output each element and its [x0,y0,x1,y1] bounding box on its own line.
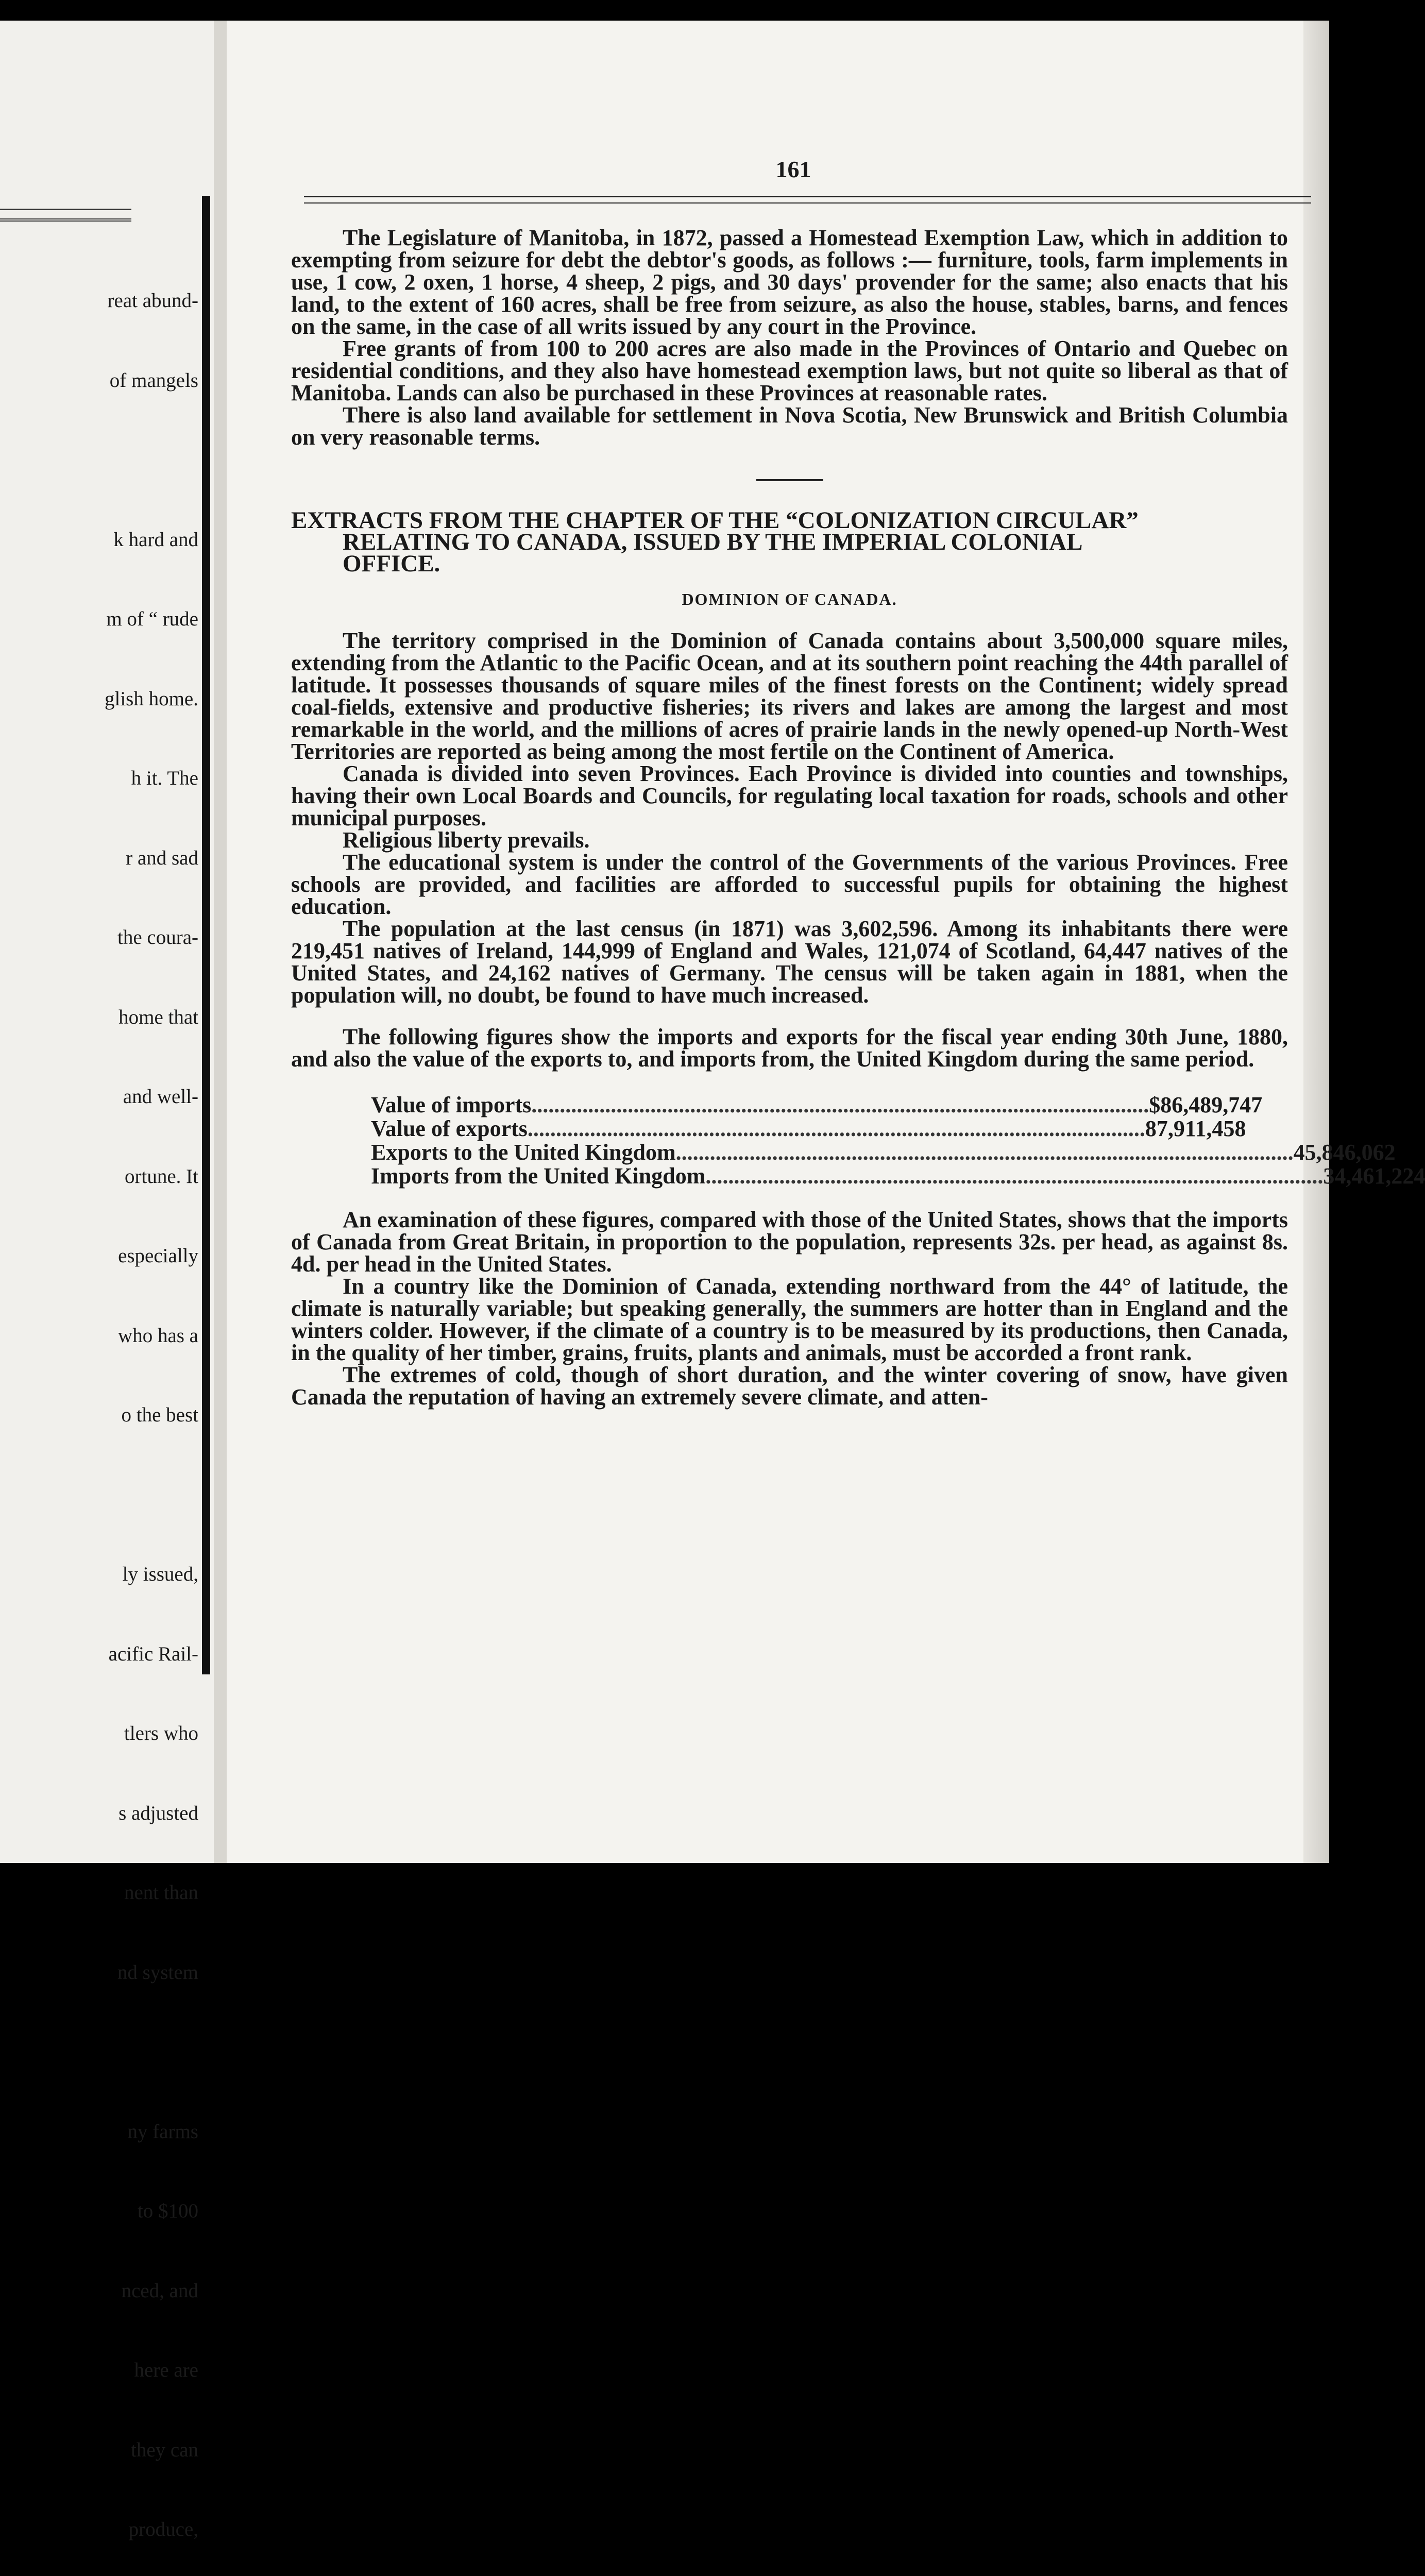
left-line: to $100 [137,2200,198,2222]
row-amount: 34,461,224 [1323,1163,1425,1189]
row-label: Imports from the United Kingdom [371,1163,706,1189]
left-line [0,447,198,473]
left-line: reat abund- [107,290,198,312]
row-amount: 45,846,062 [1293,1140,1396,1165]
paragraph: There is also land available for settlement in Nova Scotia, New Brunswick and British Columbia on very reasonable terms. [291,402,1288,450]
heading-line: RELATING TO CANADA, ISSUED BY THE IMPERIAL COLONIAL [343,529,1083,555]
left-line: m of “ rude [106,608,198,630]
left-line: here are [134,2359,198,2381]
leader-dots: ............................................................................................................. [675,1140,1294,1165]
paragraph: The Legislature of Manitoba, in 1872, passed a Homestead Exemption Law, which in addition to exempting from seizure for debt the debtor's goods, as follows :— furniture, tools, farm implements in use, 1 cow, 2 oxen, 1 horse, 4 sheep, 2 pigs, and 30 days' provender for the same; also enacts that his land, to the extent of 160 acres, shall be free from seizure, as also the house, stables, barns, and fences on the same, in the case of all writs issued by any court in the Province. [291,225,1288,339]
left-line: nent than [124,1882,198,1904]
left-line: ny farms [127,2120,198,2143]
paragraph: The territory comprised in the Dominion of Canada contains about 3,500,000 square miles, extending from the Atlantic to the Pacific Ocean, and at its southern point reaching the 44th parallel of latitude. It possesses thousands of square miles of the finest forests on the Continent; widely spread coal-fields, extensive and productive fisheries; its rivers and lakes are among the largest and most remarkable in the world, and the millions of acres of prairie lands in the newly opened-up North-West Territories are reported as being among the most fertile on the Continent of America. [291,628,1288,764]
header-rule [304,196,1311,204]
left-line: who has a [118,1324,198,1347]
page-number: 161 [775,156,811,182]
heading-line: OFFICE. [343,550,440,577]
left-line: tlers who [124,1722,198,1744]
left-line: the coura- [117,926,198,948]
paragraph: In a country like the Dominion of Canada, extending northward from the 44° of latitude, the climate is naturally variable; but speaking generally, the summers are hotter than in England and the winters colder. However, if the climate of a country is to be measured by its productions, then Canada, in the quality of her timber, grains, fruits, plants and animals, must be accorded a front rank. [291,1274,1288,1365]
book-gutter [214,21,227,1863]
paragraph: The educational system is under the control of the Governments of the various Provinces. Free schools are provided, and facilities are afforded to successful pupils for obtaining the highest education. [291,850,1288,919]
left-line: nd system [117,1961,198,1984]
left-line: ortune. It [125,1165,198,1188]
page-content [291,225,1425,1410]
paragraph: The extremes of cold, though of short duration, and the winter covering of snow, have given Canada the reputation of having an extremely severe climate, and atten- [291,1362,1288,1410]
left-page-rule [0,209,131,222]
left-line: especially [118,1245,198,1267]
row-label: Exports to the United Kingdom [371,1140,676,1165]
book-spine-shadow [202,196,210,1674]
left-line: r and sad [126,846,198,869]
left-page [0,21,214,2540]
row-label: Value of imports [371,1092,532,1117]
paragraph: Canada is divided into seven Provinces. Each Province is divided into counties and townships, having their own Local Boards and Councils, for regulating local taxation for roads, schools and other municipal purposes. [291,761,1288,831]
left-line: h it. The [131,767,198,789]
left-line [0,2039,198,2065]
left-line: of mangels [109,369,198,392]
paragraph: The following figures show the imports and exports for the fiscal year ending 30th June, 1880, and also the value of the exports to, and imports from, the United Kingdom during the same period. [291,1024,1288,1072]
section-divider [756,479,823,481]
table-row [371,1163,1425,1189]
left-line: o the best [121,1404,198,1426]
left-line: home that [118,1006,198,1028]
left-line: s adjusted [118,1802,198,1824]
page-edge [1303,21,1329,1863]
leader-dots: ............................................................................................................. [531,1092,1149,1117]
right-page [227,21,1425,1863]
leader-dots: ............................................................................................................. [705,1163,1324,1189]
row-amount: 87,911,458 [1145,1116,1246,1141]
left-line: and well- [123,1086,198,1108]
paragraph: Religious liberty prevails. [343,827,590,853]
paragraph: The population at the last census (in 1871) was 3,602,596. Among its inhabitants there were 219,451 natives of Ireland, 144,999 of England and Wales, 121,074 of Scotland, 64,447 natives of the United States, and 24,162 natives of Germany. The census will be taken again in 1881, when the population will, no doubt, be found to have much increased. [291,916,1288,1008]
section-heading [291,507,1288,577]
leader-dots: ............................................................................................................. [527,1116,1145,1141]
left-line: acific Rail- [108,1642,198,1665]
paragraph: An examination of these figures, compared with those of the United States, shows that the imports of Canada from Great Britain, in proportion to the population, represents 32s. per head, as against 8s. 4d. per head in the United States. [291,1207,1288,1277]
row-amount: $86,489,747 [1149,1092,1263,1117]
left-line: glish home. [105,687,198,710]
table-row [371,1116,1246,1141]
left-line: ly issued, [122,1563,198,1585]
paragraph: Free grants of from 100 to 200 acres are also made in the Provinces of Ontario and Quebec on residential conditions, and they also have homestead exemption laws, but not quite so liberal as that of Manitoba. Lands can also be purchased in these Provinces at reasonable rates. [291,336,1288,405]
subheading: DOMINION OF CANADA. [682,590,897,608]
trade-table [371,1092,1425,1189]
left-line: k hard and [113,528,198,551]
heading-line: EXTRACTS FROM THE CHAPTER OF THE “COLONIZATION CIRCULAR” [291,507,1139,534]
left-line: nced, and [121,2279,198,2302]
left-line: produce, [128,2518,198,2540]
row-label: Value of exports [371,1116,528,1141]
table-row [371,1140,1396,1165]
left-line: they can [130,2438,198,2461]
left-page-text [0,234,198,2576]
left-line [0,1482,198,1509]
table-row [371,1092,1263,1117]
